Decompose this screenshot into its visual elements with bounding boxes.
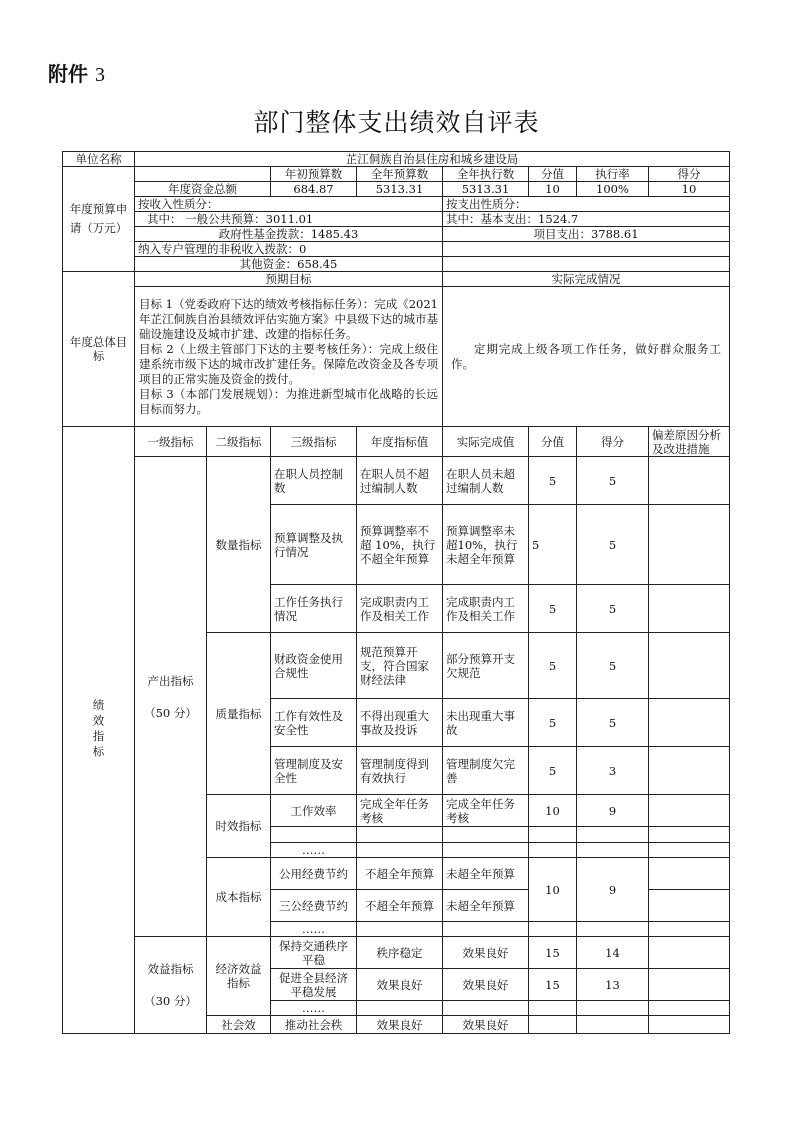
goals-header-row	[63, 272, 730, 287]
header-target: 年度指标值	[357, 427, 443, 457]
budget-total-executed: 5313.31	[443, 182, 529, 197]
social-benefit-indicator: 社会效	[207, 1016, 271, 1034]
table-row: 成本指标 公用经费节约 不超全年预算 未超全年预算 10 9	[63, 858, 730, 890]
table-row: 时效指标 工作效率 完成全年任务考核 完成全年任务考核 10 9	[63, 795, 730, 827]
table-row: 社会效 推动社会秩 效果良好 效果良好	[63, 1016, 730, 1034]
table-row: ……	[63, 1001, 730, 1016]
unit-row	[63, 152, 730, 167]
table-row: 三公经费节约 不超全年预算 未超全年预算	[63, 890, 730, 922]
goals-section-label: 年度总体目标	[63, 272, 135, 427]
expected-goals-header: 预期目标	[135, 272, 443, 287]
project-expense: 项目支出：3788.61	[443, 227, 730, 242]
budget-header-score: 分值	[529, 167, 577, 182]
table-row: 效益指标 （30 分） 经济效益指标 保持交通秩序平稳 秩序稳定 效果良好 15 14	[63, 937, 730, 969]
cost-indicator: 成本指标	[207, 858, 271, 937]
budget-total-got: 10	[649, 182, 730, 197]
table-row: 预算调整及执行情况 预算调整率不超 10%，执行不超全年预算 预算调整率未超10%，执行未超全年预算 5 5	[63, 505, 730, 585]
other-funds: 其他资金：658.45	[135, 257, 443, 272]
economic-benefit-indicator: 经济效益指标	[207, 937, 271, 1016]
gov-fund-allocation: 政府性基金拨款：1485.43	[135, 227, 443, 242]
table-row: 产出指标 （50 分） 数量指标 在职人员控制数 在职人员不超过编制人数 在职人员未超过编制人数 5 5	[63, 457, 730, 505]
self-evaluation-table	[62, 151, 730, 1034]
budget-header-executed: 全年执行数	[443, 167, 529, 182]
table-row: 管理制度及安全性 管理制度得到有效执行 管理制度欠完善 5 3	[63, 747, 730, 795]
table-row: 工作任务执行情况 完成职责内工作及相关工作 完成职责内工作及相关工作 5 5	[63, 585, 730, 633]
table-row: ……	[63, 843, 730, 858]
expected-goals-text	[135, 287, 443, 427]
budget-section-label: 年度预算申请（万元）	[63, 167, 135, 272]
quantity-indicator: 数量指标	[207, 457, 271, 633]
unit-value: 芷江侗族自治县住房和城乡建设局	[135, 152, 730, 167]
budget-total-full: 5313.31	[357, 182, 443, 197]
header-level1: 一级指标	[135, 427, 207, 457]
attachment-label: 附件 3	[48, 62, 105, 86]
table-row: ……	[63, 922, 730, 937]
actual-completion-text: 定期完成上级各项工作任务，做好群众服务工作。	[443, 287, 730, 427]
general-public-budget: 其中： 一般公共预算：3011.01	[135, 212, 443, 227]
performance-header-row	[63, 427, 730, 457]
timeliness-indicator: 时效指标	[207, 795, 271, 858]
budget-header-got: 得分	[649, 167, 730, 182]
table-row: 工作有效性及安全性 不得出现重大事故及投诉 未出现重大事故 5 5	[63, 699, 730, 747]
header-actual: 实际完成值	[443, 427, 529, 457]
actual-completion-header: 实际完成情况	[443, 272, 730, 287]
budget-fund-row	[63, 227, 730, 242]
income-nature-label: 按收入性质分：	[135, 197, 443, 212]
benefit-indicator: 效益指标 （30 分）	[135, 937, 207, 1034]
budget-other-row	[63, 257, 730, 272]
goal-3: 目标 3（本部门发展规划）：为推进新型城市化战略的长远目标而努力。	[139, 386, 438, 416]
expense-nature-label: 按支出性质分：	[443, 197, 730, 212]
budget-header-rate: 执行率	[577, 167, 649, 182]
table-row: 促进全县经济平稳发展 效果良好 效果良好 15 13	[63, 969, 730, 1001]
budget-general-row	[63, 212, 730, 227]
table-row: 质量指标 财政资金使用合规性 规范预算开支，符合国家财经法律 部分预算开支欠规范 5 5	[63, 633, 730, 699]
goal-2: 目标 2（上级主管部门下达的主要考核任务）：完成上级住建系统市级下达的城市改扩建任务。保障危改资金及各专项项目的正常实施及资金的拨付。	[139, 341, 438, 386]
goal-1: 目标 1（党委政府下达的绩效考核指标任务）：完成《2021 年芷江侗族自治县绩效评估实施方案》中县级下达的城市基础设施建设及城市扩建、改建的指标任务。	[139, 296, 438, 341]
budget-total-initial: 684.87	[271, 182, 357, 197]
header-level2: 二级指标	[207, 427, 271, 457]
budget-total-label: 年度资金总额	[135, 182, 271, 197]
budget-header-row	[63, 167, 730, 182]
quality-indicator: 质量指标	[207, 633, 271, 795]
budget-header-initial: 年初预算数	[271, 167, 357, 182]
unit-label: 单位名称	[63, 152, 135, 167]
budget-nontax-row	[63, 242, 730, 257]
header-got: 得分	[577, 427, 649, 457]
header-deviation: 偏差原因分析及改进措施	[649, 427, 730, 457]
output-indicator: 产出指标 （50 分）	[135, 457, 207, 937]
budget-header-full: 全年预算数	[357, 167, 443, 182]
budget-total-rate: 100%	[577, 182, 649, 197]
goals-content-row	[63, 287, 730, 427]
header-level3: 三级指标	[271, 427, 357, 457]
budget-nature-row	[63, 197, 730, 212]
budget-total-score: 10	[529, 182, 577, 197]
non-tax-allocation: 纳入专户管理的非税收入拨款：0	[135, 242, 443, 257]
performance-section-label: 绩效指标	[63, 427, 135, 1034]
basic-expense: 其中：基本支出：1524.7	[443, 212, 730, 227]
page-title: 部门整体支出绩效自评表	[253, 108, 540, 137]
budget-total-row	[63, 182, 730, 197]
header-score: 分值	[529, 427, 577, 457]
